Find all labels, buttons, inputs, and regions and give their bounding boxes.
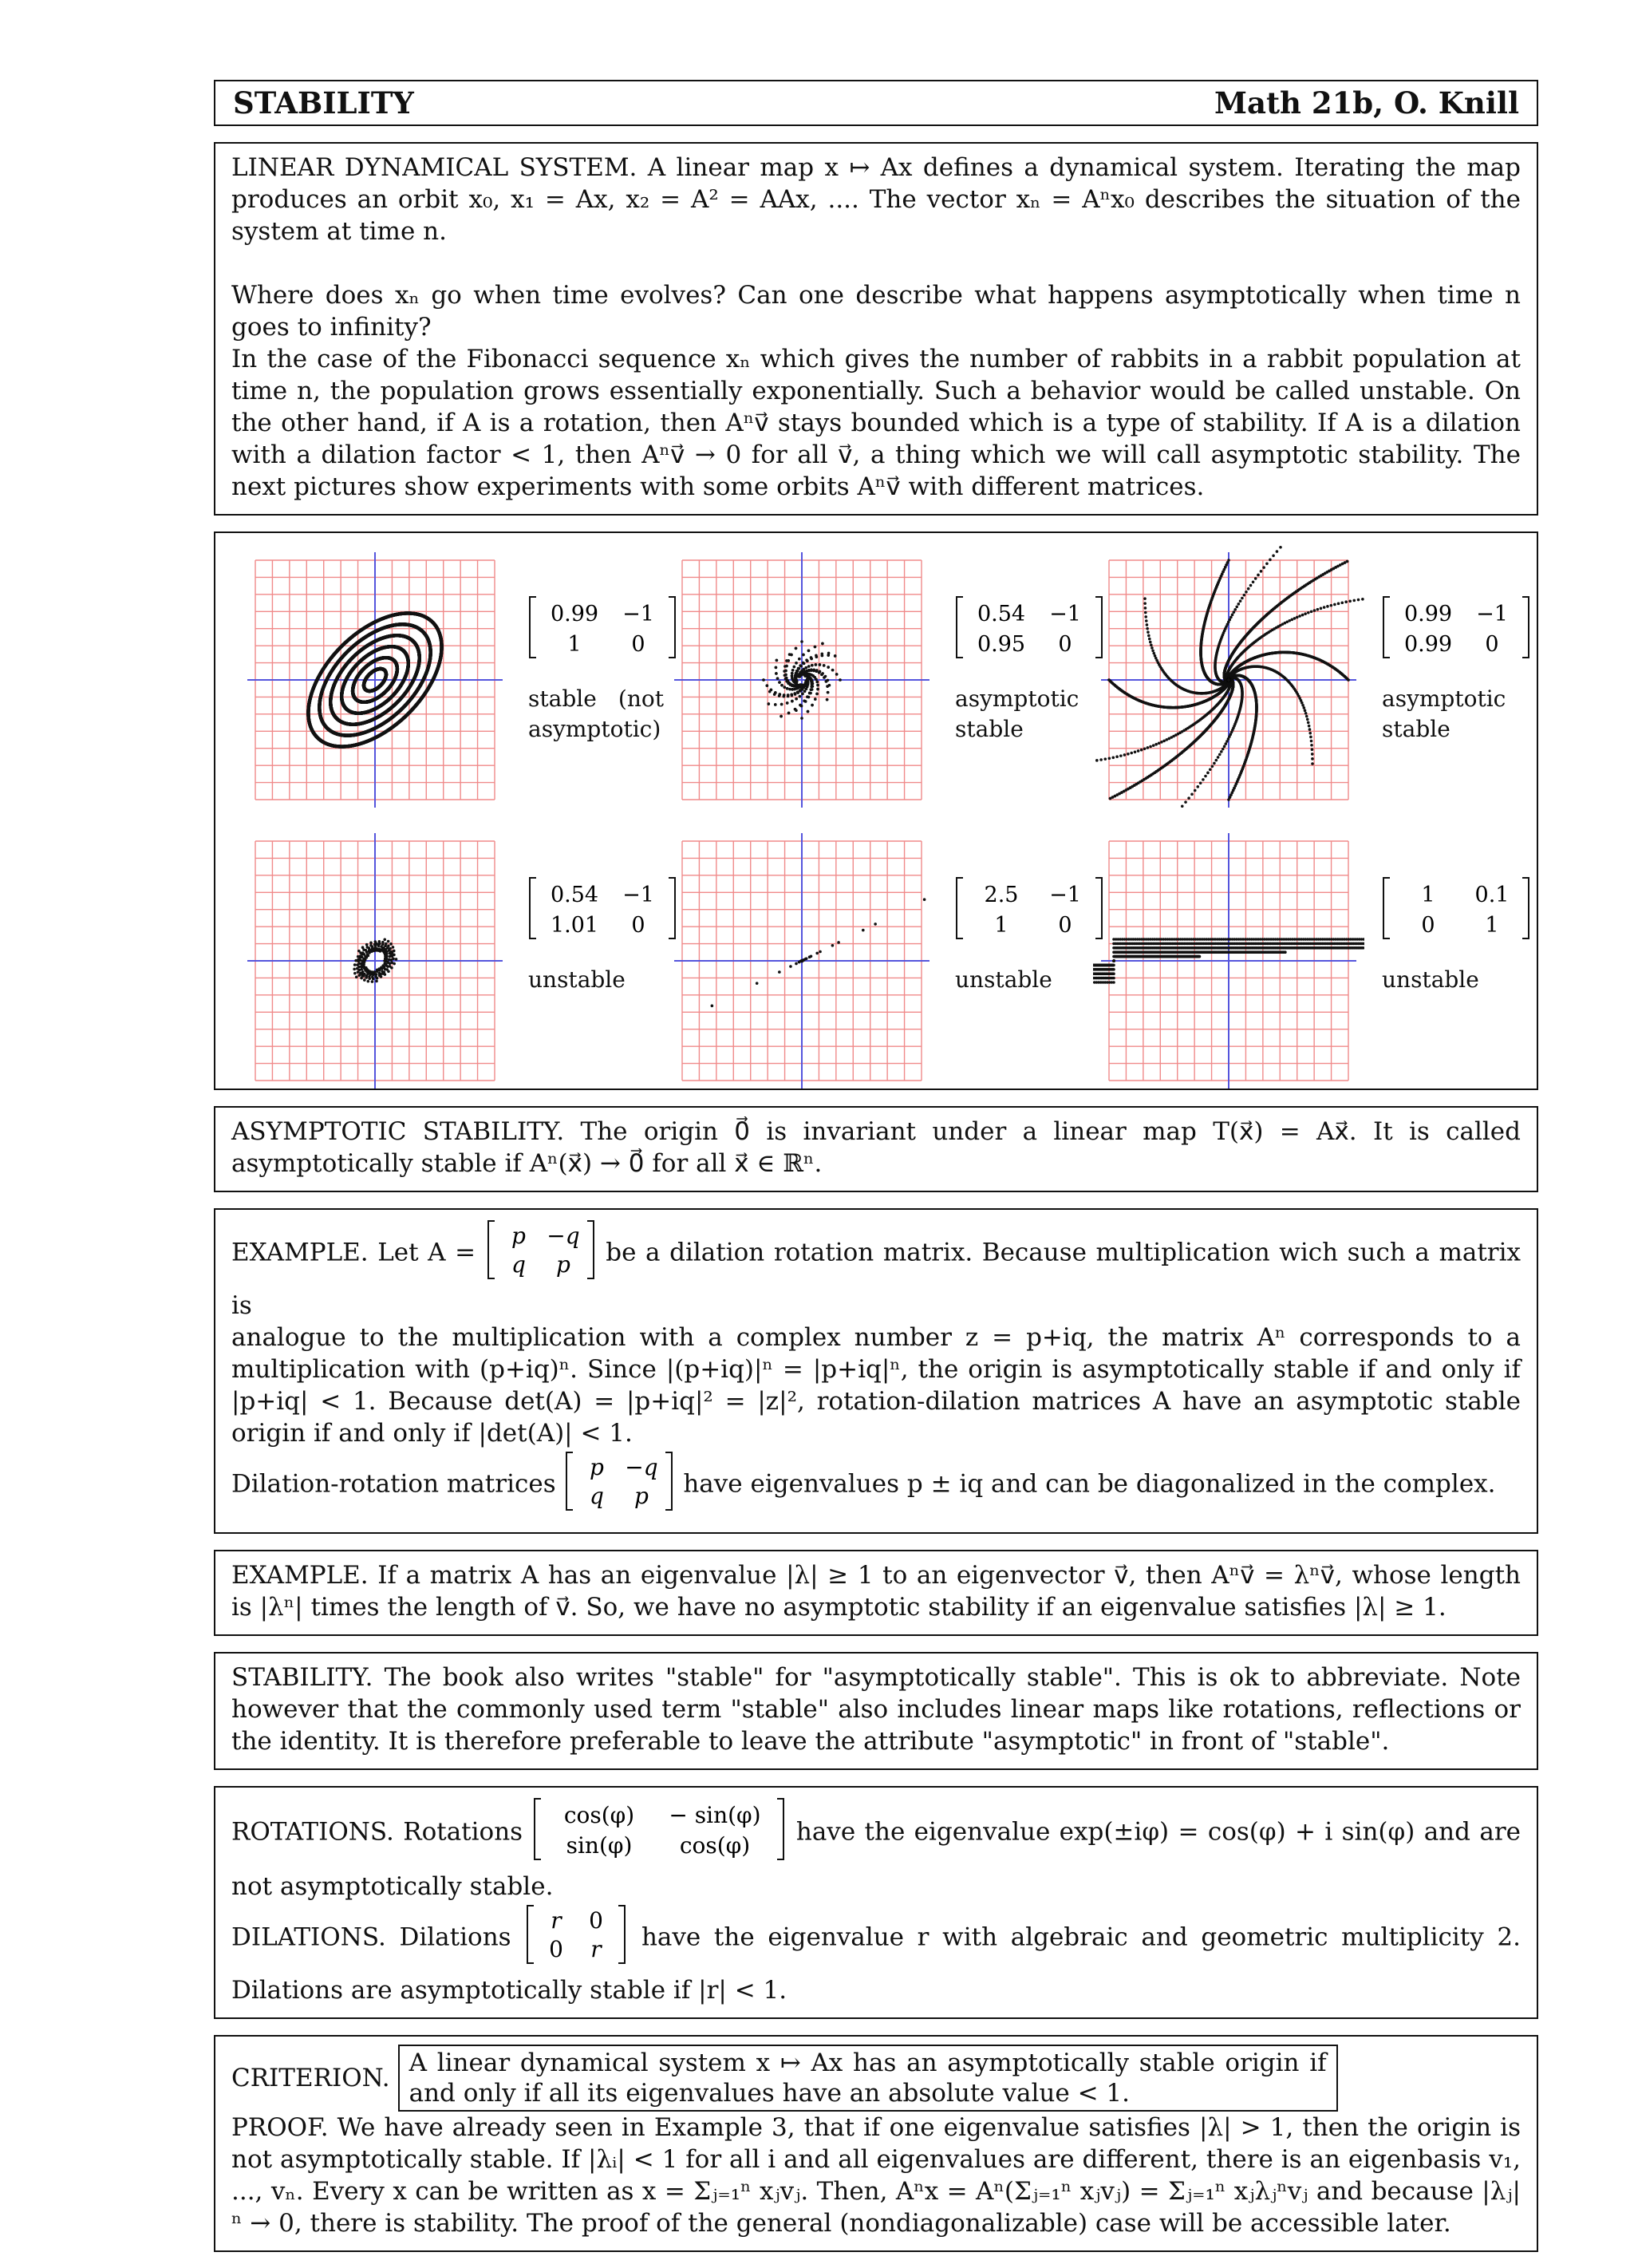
page-title: STABILITY bbox=[233, 85, 414, 121]
dil-m21: 0 bbox=[549, 1936, 563, 1962]
asymptotic-stability-text: ASYMPTOTIC STABILITY. The origin 0⃗ is invariant under a linear map T(x⃗) = Ax⃗. It is called asymptotically stable if Aⁿ(x⃗) → 0⃗ for all x⃗ ∈ ℝⁿ. bbox=[231, 1116, 1521, 1179]
m2-q1: −q bbox=[626, 1454, 658, 1480]
matrix-entry: 0.99 bbox=[551, 602, 598, 626]
m2-p1: p bbox=[590, 1454, 605, 1480]
matrix-entry: −1 bbox=[1049, 602, 1081, 626]
rot-m11: cos(φ) bbox=[564, 1802, 634, 1828]
course-label: Math 21b, O. Knill bbox=[1214, 85, 1519, 121]
matrix-entry: 0.99 bbox=[1404, 632, 1452, 657]
matrix-entry: 1 bbox=[567, 632, 581, 657]
page bbox=[214, 80, 1538, 2268]
matrix-entry: 0 bbox=[631, 913, 645, 938]
intro-p2: Where does xₙ go when time evolves? Can one describe what happens asymptotically when time n goes to infinity? bbox=[231, 279, 1521, 343]
orbit-plot bbox=[666, 825, 937, 1089]
orbit-plot bbox=[666, 544, 937, 808]
rot-m21: sin(φ) bbox=[566, 1832, 633, 1859]
orbit-plot bbox=[239, 825, 511, 1089]
matrix-entry: 0 bbox=[1485, 632, 1498, 657]
dilation-rotation-after: have eigenvalues p ± iq and can be diagonalized in the complex. bbox=[683, 1470, 1495, 1499]
example-after: be a dilation rotation matrix. Because multiplication wich such a matrix is bbox=[231, 1239, 1521, 1321]
intro-p1: LINEAR DYNAMICAL SYSTEM. A linear map x ↦ Ax defines a dynamical system. Iterating the map produces an orbit x₀, x₁ = Ax, x₂ = A² = AAx, .... The vector xₙ = Aⁿx₀ describes the situation of the system at time n. bbox=[231, 152, 1521, 247]
example-lead: EXAMPLE. Let A = bbox=[231, 1239, 476, 1267]
matrix-entry: 0 bbox=[631, 632, 645, 657]
orbit-figures bbox=[214, 531, 1538, 1090]
matrix-entry: 0 bbox=[1058, 632, 1072, 657]
rotations-lead: ROTATIONS. Rotations bbox=[231, 1818, 523, 1847]
rotations-after: have the eigenvalue exp(±iφ) = cos(φ) + i sin(φ) and are not asymptotically stable. bbox=[231, 1818, 1521, 1902]
stability-note bbox=[214, 1652, 1538, 1770]
matrix-pq-2 bbox=[563, 1449, 675, 1521]
orbit-figure bbox=[666, 544, 937, 816]
orbit-figure bbox=[239, 825, 511, 1096]
orbit-figure bbox=[666, 825, 937, 1096]
matrix-entry: 0 bbox=[1058, 913, 1072, 938]
dilations-lead: DILATIONS. Dilations bbox=[231, 1923, 511, 1952]
example-eigenvalue-text: EXAMPLE. If a matrix A has an eigenvalue |λ| ≥ 1 to an eigenvector v⃗, then Aⁿv⃗ = λⁿv⃗, whose length is |λⁿ| times the length of v⃗. So, we have no asymptotic stability if an eigenvalue satisfies |λ| ≥ 1. bbox=[231, 1559, 1521, 1623]
criterion-statement: A linear dynamical system x ↦ Ax has an asymptotically stable origin if and only if all its eigenvalues have an absolute value < 1. bbox=[398, 2045, 1338, 2112]
matrix-entry: 0.54 bbox=[977, 602, 1025, 626]
matrix-entry: 0.99 bbox=[1404, 602, 1452, 626]
dilation-matrix-svg bbox=[524, 1903, 628, 1966]
orbit-plot bbox=[239, 544, 511, 808]
m-q2: q bbox=[511, 1251, 526, 1278]
orbit-figure bbox=[1093, 825, 1364, 1096]
m-p2: p bbox=[556, 1251, 570, 1278]
example-dilation-rotation bbox=[214, 1208, 1538, 1534]
stability-label: stable (not asymptotic) bbox=[528, 684, 664, 745]
intro-p3: In the case of the Fibonacci sequence xₙ which gives the number of rabbits in a rabbit population at time n, the population grows essentially exponentially. Such a behavior would be called unstable. On the other hand, if A is a rotation, then Aⁿv⃗ stays bounded which is a type of stability. If A is a dilation with a dilation factor < 1, then Aⁿv⃗ → 0 for all v⃗, a thing which we will call asymptotic stability. The next pictures show experiments with some orbits Aⁿv⃗ with different matrices. bbox=[231, 343, 1521, 503]
matrix-entry: −1 bbox=[622, 602, 654, 626]
stability-note-text: STABILITY. The book also writes "stable" for "asymptotically stable". This is ok to abbreviate. Note however that the commonly used term "stable" also includes linear maps like rotations, reflections or the identity. It is therefore preferable to leave the attribute "asymptotic" in front of "stable". bbox=[231, 1661, 1521, 1757]
stability-label: unstable bbox=[528, 965, 664, 995]
dilation-matrix bbox=[524, 1903, 628, 1974]
matrix-pq bbox=[485, 1218, 597, 1290]
dil-m12: 0 bbox=[589, 1907, 603, 1934]
rotations-dilations bbox=[214, 1786, 1538, 2019]
criterion-section bbox=[214, 2035, 1538, 2252]
matrix-pq-2-svg bbox=[563, 1449, 675, 1513]
asymptotic-stability-section bbox=[214, 1106, 1538, 1192]
matrix-pq-svg bbox=[485, 1218, 597, 1282]
dil-m11: r bbox=[551, 1907, 563, 1934]
example-eigenvalue bbox=[214, 1550, 1538, 1636]
dilations-after: have the eigenvalue r with algebraic and geometric multiplicity 2. Dilations are asymptotically stable if |r| < 1. bbox=[231, 1923, 1521, 2005]
rot-m12: − sin(φ) bbox=[669, 1802, 761, 1828]
system-matrix bbox=[953, 594, 1105, 661]
rotation-matrix-svg bbox=[531, 1796, 787, 1863]
system-matrix bbox=[953, 875, 1105, 942]
stability-label: unstable bbox=[955, 965, 1091, 995]
criterion-label: CRITERION. bbox=[231, 2062, 390, 2094]
dilation-rotation-lead: Dilation-rotation matrices bbox=[231, 1470, 556, 1499]
m-p1: p bbox=[511, 1223, 526, 1249]
rotation-matrix bbox=[531, 1796, 787, 1871]
orbit-figure bbox=[1093, 544, 1364, 816]
matrix-entry: 1.01 bbox=[551, 913, 598, 938]
matrix-entry: −1 bbox=[1049, 883, 1081, 907]
m2-q2: q bbox=[590, 1483, 605, 1509]
matrix-entry: 1 bbox=[1485, 913, 1498, 938]
matrix-entry: 0 bbox=[1421, 913, 1435, 938]
stability-label: asymptotic stable bbox=[955, 684, 1091, 745]
stability-label: unstable bbox=[1382, 965, 1518, 995]
matrix-entry: 0.1 bbox=[1475, 883, 1510, 907]
intro-section bbox=[214, 142, 1538, 516]
criterion-proof: PROOF. We have already seen in Example 3, that if one eigenvalue satisfies |λ| > 1, then the origin is not asymptotically stable. If |λᵢ| < 1 for all i and all eigenvalues are different, there is an eigenbasis v₁, ..., vₙ. Every x can be written as x = Σⱼ₌₁ⁿ xⱼvⱼ. Then, Aⁿx = Aⁿ(Σⱼ₌₁ⁿ xⱼvⱼ) = Σⱼ₌₁ⁿ xⱼλⱼⁿvⱼ and because |λⱼ|ⁿ → 0, there is stability. The proof of the general (nondiagonalizable) case will be accessible later. bbox=[231, 2112, 1521, 2239]
stability-label: asymptotic stable bbox=[1382, 684, 1518, 745]
system-matrix bbox=[527, 875, 678, 942]
example-body: analogue to the multiplication with a complex number z = p+iq, the matrix Aⁿ corresponds to a multiplication with (p+iq)ⁿ. Since |(p+iq)|ⁿ = |p+iq|ⁿ, the origin is asymptotically stable if and only if |p+iq| < 1. Because det(A) = |p+iq|² = |z|², rotation-dilation matrices A have an asymptotic stable origin if and only if |det(A)| < 1. bbox=[231, 1322, 1521, 1449]
matrix-entry: 1 bbox=[1421, 883, 1435, 907]
m-q1: −q bbox=[547, 1223, 579, 1249]
system-matrix bbox=[527, 594, 678, 661]
dil-m22: r bbox=[591, 1936, 603, 1962]
system-matrix bbox=[1380, 875, 1532, 942]
matrix-entry: 1 bbox=[994, 913, 1008, 938]
matrix-entry: 0.95 bbox=[977, 632, 1025, 657]
m2-p2: p bbox=[635, 1483, 649, 1509]
matrix-entry: −1 bbox=[622, 883, 654, 907]
orbit-figure bbox=[239, 544, 511, 816]
system-matrix bbox=[1380, 594, 1532, 661]
matrix-entry: 2.5 bbox=[985, 883, 1019, 907]
page-header bbox=[214, 80, 1538, 126]
orbit-plot bbox=[1093, 544, 1364, 808]
rot-m22: cos(φ) bbox=[680, 1832, 750, 1859]
matrix-entry: 0.54 bbox=[551, 883, 598, 907]
orbit-plot bbox=[1093, 825, 1364, 1089]
matrix-entry: −1 bbox=[1476, 602, 1508, 626]
